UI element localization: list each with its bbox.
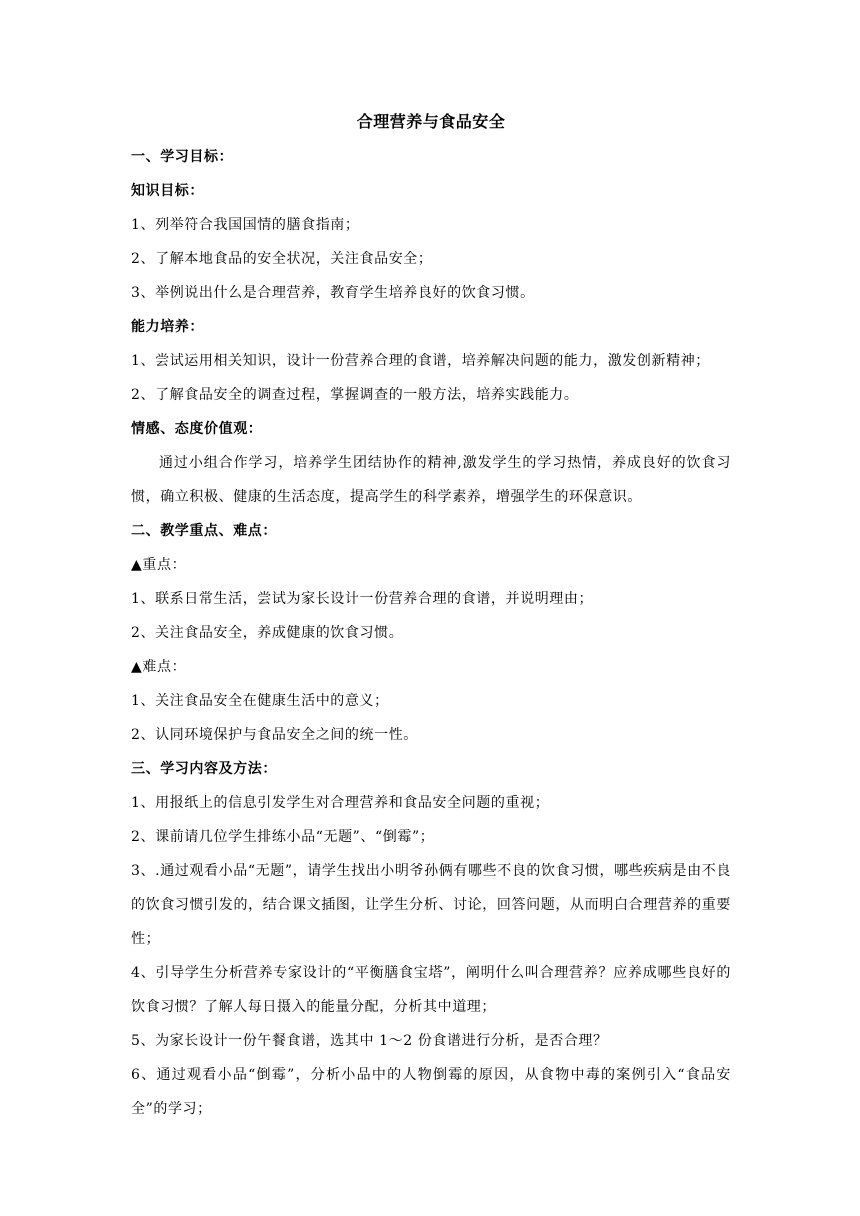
knowledge-item: 3、举例说出什么是合理营养，教育学生培养良好的饮食习惯。 (131, 285, 535, 301)
ability-item: 1、尝试运用相关知识，设计一份营养合理的食谱，培养解决问题的能力，激发创新精神； (131, 353, 710, 369)
key-point-item: 1、联系日常生活，尝试为家长设计一份营养合理的食谱，并说明理由； (131, 591, 594, 607)
difficult-point-item: 2、认同环境保护与食品安全之间的统一性。 (131, 727, 418, 743)
emotion-paragraph: 通过小组合作学习，培养学生团结协作的精神,激发学生的学习热情，养成良好的饮食习惯，确立积极、健康的生活态度，提高学生的科学素养，增强学生的环保意识。 (131, 455, 731, 505)
section2-heading: 二、教学重点、难点： (131, 523, 277, 539)
ability-item: 2、了解食品安全的调查过程，掌握调查的一般方法，培养实践能力。 (131, 387, 579, 403)
difficult-points-label: ▲难点： (131, 659, 187, 675)
method-item: 4、引导学生分析营养专家设计的“平衡膳食宝塔”，阐明什么叫合理营养？应养成哪些良好的饮食习惯？了解人每日摄入的能量分配，分析其中道理； (131, 965, 731, 1015)
ability-heading: 能力培养： (131, 319, 204, 335)
method-item: 1、用报纸上的信息引发学生对合理营养和食品安全问题的重视； (131, 795, 550, 811)
method-item: 6、通过观看小品“倒霉”，分析小品中的人物倒霉的原因，从食物中毒的案例引入“食品安全”的学习； (131, 1067, 731, 1117)
knowledge-heading: 知识目标： (131, 183, 204, 199)
method-item: 5、为家长设计一份午餐食谱，选其中 1～2 份食谱进行分析，是否合理？ (131, 1033, 608, 1049)
difficult-point-item: 1、关注食品安全在健康生活中的意义； (131, 693, 389, 709)
knowledge-item: 1、列举符合我国国情的膳食指南； (131, 217, 360, 233)
knowledge-item: 2、了解本地食品的安全状况，关注食品安全； (131, 251, 433, 267)
key-points-label: ▲重点： (131, 557, 187, 573)
emotion-heading: 情感、态度价值观： (131, 421, 263, 437)
document-page (131, 108, 731, 1126)
method-item: 3、.通过观看小品“无题”，请学生找出小明爷孙俩有哪些不良的饮食习惯，哪些疾病是由不良的饮食习惯引发的，结合课文插图，让学生分析、讨论，回答问题，从而明白合理营养的重要性； (131, 863, 731, 947)
key-point-item: 2、关注食品安全，养成健康的饮食习惯。 (131, 625, 404, 641)
section1-heading: 一、学习目标： (131, 149, 234, 165)
method-item: 2、课前请几位学生排练小品“无题”、“倒霉”； (131, 829, 435, 845)
document-title: 合理营养与食品安全 (356, 112, 506, 131)
section3-heading: 三、学习内容及方法： (131, 761, 277, 777)
